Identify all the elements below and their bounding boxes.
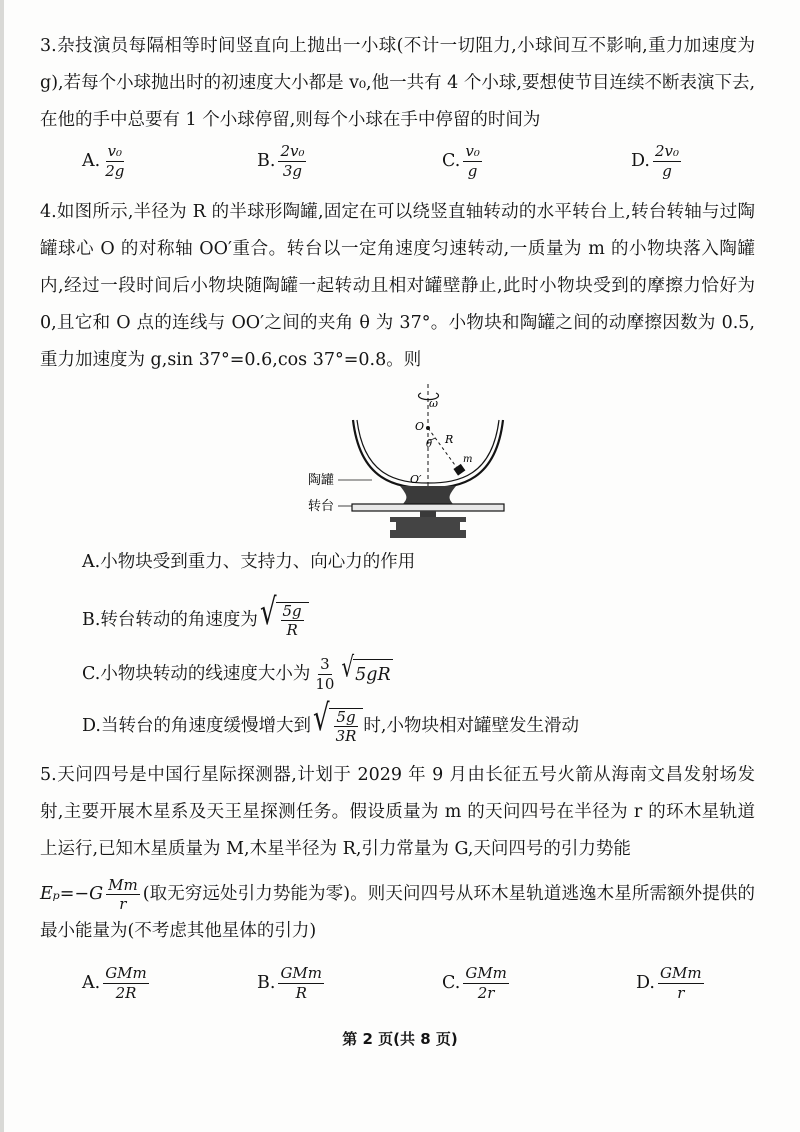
fraction: $\frac{3}{10}$ [315,655,335,693]
question-4-text: 4.如图所示,半径为 R 的半球形陶罐,固定在可以绕竖直轴转动的水平转台上,转台转轴与过陶罐球心 O 的对称轴 OO′重合。转台以一定角速度匀速转动,一质量为 m 的小物块落入陶罐内,经过一段时间后小物块随陶罐一起转动且相对罐壁静止,此时小物块受到的摩擦力恰好为 0,且它和 O 点的连线与 OO′之间的夹角 θ 为 37°。小物块和陶罐之间的动摩擦因数为 0.5,重力加速度为 g,sin 37°=0.6,cos 37°=0.8。则 [40,202,755,370]
fraction: $\frac{\text{v₀}}{2g}$ [105,142,125,180]
option-letter: B. [257,973,276,993]
option-letter: D. [631,151,650,171]
fraction: $\frac{\text{2v₀}}{3g}$ [280,142,305,180]
question-5-text-1: 5.天问四号是中国行星际探测器,计划于 2029 年 9 月由长征五号火箭从海南文昌发射场发射,主要开展木星系及天王星探测任务。假设质量为 m 的天问四号在半径为 r 的环木星轨道上运行,已知木星质量为 M,木星半径为 R,引力常量为 G,天问四号的引力势能 [40,765,755,859]
label-o: O [415,420,425,433]
question-3-options [82,143,722,189]
label-theta: θ [426,439,433,450]
q3-option-b[interactable] [257,143,309,179]
jar-base [400,486,456,504]
option-letter: C. [442,973,461,993]
potential-energy-expr: Eₚ=−G [40,884,104,904]
question-4 [40,194,755,379]
q5-option-a[interactable] [82,965,152,1001]
radius-line [428,428,460,472]
question-3 [40,28,755,139]
q4-option-a[interactable] [82,547,415,577]
jar-label: 陶罐 [308,473,335,488]
q5-option-b[interactable] [257,965,327,1001]
option-text: C.小物块转动的线速度大小为 [82,664,311,684]
page-edge-shadow [0,0,4,1132]
table-label: 转台 [308,499,335,514]
label-m: m [463,454,473,465]
option-text: D.当转台的角速度缓慢增大到 [82,716,311,736]
q3-option-a[interactable] [82,143,129,179]
fraction: $\frac{\text{GMm}}{R}$ [280,964,323,1002]
question-5-text-2-body: (取无穷远处引力势能为零)。则天问四号从环木星轨道逃逸木星所需额外提供的最小能量为(不考虑其他星体的引力) [40,884,755,941]
question-3-text: 3.杂技演员每隔相等时间竖直向上抛出一小球(不计一切阻力,小球间互不影响,重力加速度为 g),若每个小球抛出时的初速度大小都是 v₀,他一共有 4 个小球,要想使节目连续不断表演下去,在他的手中总要有 1 个小球停留,则每个小球在手中停留的时间为 [40,36,756,130]
label-o-prime: O′ [410,473,422,486]
option-letter: B. [257,151,276,171]
sqrt-expression: √ 5gR [341,659,392,690]
stand-base [390,517,466,538]
fraction: $\frac{\text{GMm}}{2R}$ [105,964,147,1002]
q5-option-c[interactable] [442,965,512,1001]
q3-option-d[interactable] [631,143,684,179]
center-point-o [426,426,430,430]
turntable-plate [352,504,504,511]
option-letter: D. [636,973,655,993]
fraction: $\frac{\text{v₀}}{g}$ [465,142,480,180]
fraction: $\frac{\text{GMm}}{2r}$ [465,964,507,1002]
small-block [453,464,465,476]
page-footer: 第 2 页(共 8 页) [342,1030,458,1048]
sqrt-expression: √ $\frac{5g}{3R}$ [313,708,363,745]
question-5-options [82,965,722,1011]
q3-option-c[interactable] [442,143,485,179]
stand-neck [420,511,436,517]
label-r: R [445,433,454,446]
sqrt-expression: √ $\frac{5g}{R}$ [260,602,309,639]
fraction: $\frac{Mm}{r}$ [108,875,138,913]
question-5 [40,757,755,868]
q4-option-c[interactable] [82,649,393,696]
option-letter: A. [82,973,101,993]
option-letter: C. [442,151,461,171]
q4-option-b[interactable] [82,591,309,642]
question-5-text-2 [40,876,755,950]
option-text: A.小物块受到重力、支持力、向心力的作用 [82,552,416,572]
option-text: B.转台转动的角速度为 [82,610,258,630]
fraction: $\frac{\text{2v₀}}{g}$ [654,142,680,180]
fraction: $\frac{\text{GMm}}{r}$ [659,964,702,1002]
option-letter: A. [82,151,101,171]
option-text: 时,小物块相对罐壁发生滑动 [363,716,579,736]
q4-option-d[interactable] [82,697,579,748]
q5-option-d[interactable] [636,965,707,1001]
jar-turntable-figure [300,380,530,540]
omega-label: ω [429,397,438,410]
question-5-cont [40,876,755,950]
